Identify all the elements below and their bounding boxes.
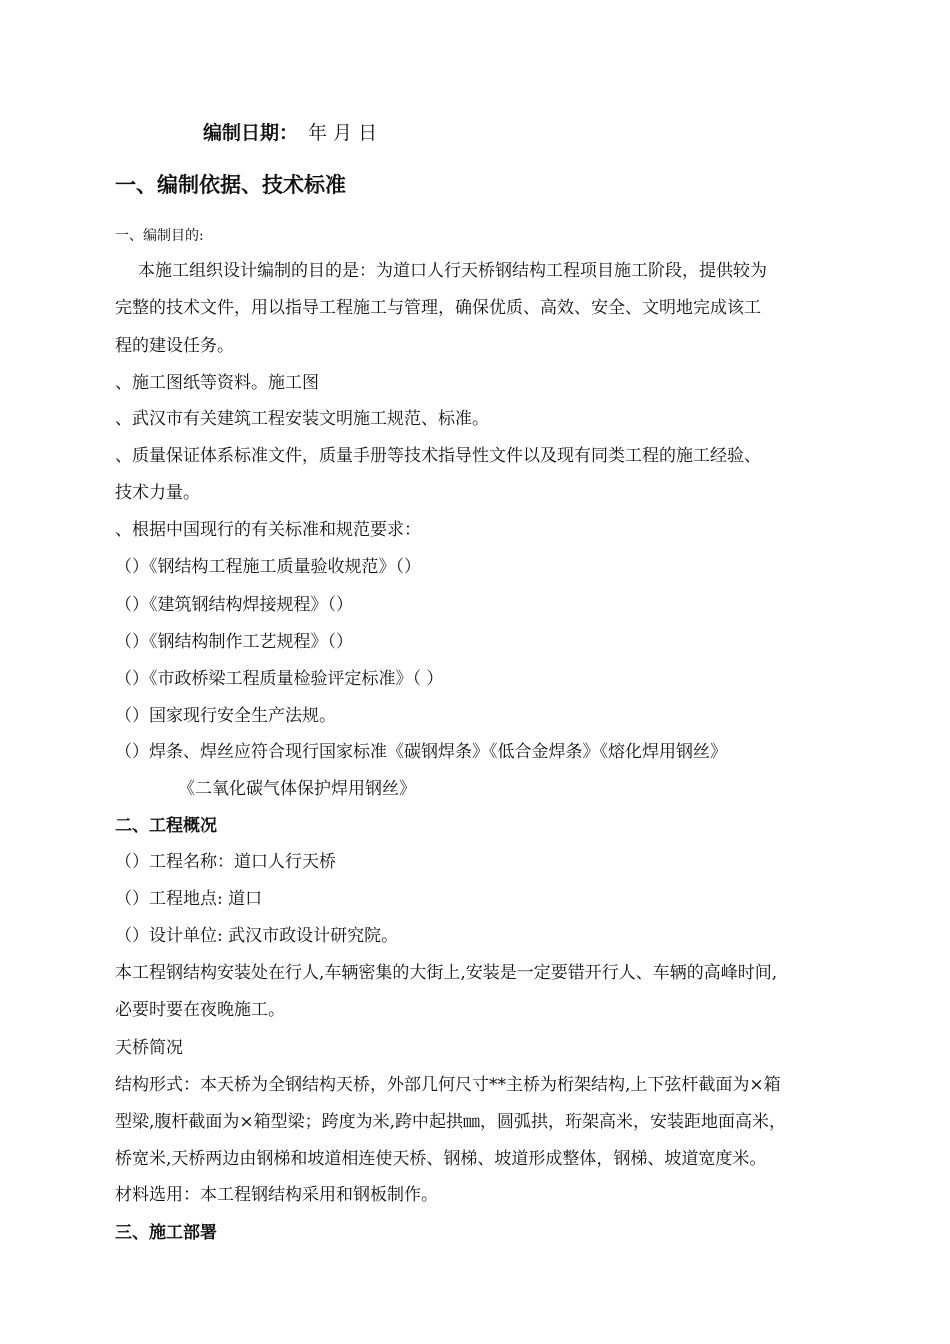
- purpose-subtitle: 一、编制目的:: [115, 228, 204, 244]
- overview-item: （）工程地点: 道口: [115, 889, 263, 909]
- section-3-title: 三、施工部署: [115, 1223, 217, 1243]
- section-2-title: 二、工程概况: [115, 816, 217, 836]
- standard-item: （）《市政桥梁工程质量检验评定标准》（ ）: [115, 669, 444, 689]
- standard-item: （）《钢结构工程施工质量验收规范》（）: [115, 557, 421, 577]
- section-1-title: 一、编制依据、技术标准: [115, 173, 346, 197]
- structure-line: 桥宽米,天桥两边由钢梯和坡道相连使天桥、钢梯、坡道形成整体，钢梯、坡道宽度米。: [115, 1149, 767, 1169]
- date-label: 编制日期：: [203, 122, 299, 144]
- overview-paragraph-line: 本工程钢结构安装处在行人,车辆密集的大街上,安装是一定要错开行人、车辆的高峰时间,: [115, 963, 778, 983]
- purpose-line: 程的建设任务。: [115, 336, 234, 356]
- structure-line: 型梁,腹杆截面为×箱型梁；跨度为米,跨中起拱㎜，圆弧拱，珩架高米，安装距地面高米，: [115, 1112, 787, 1132]
- overview-item: （）工程名称：道口人行天桥: [115, 852, 336, 872]
- standard-item-continuation: 《二氧化碳气体保护焊用钢丝》: [178, 779, 416, 799]
- standard-item: （）焊条、焊丝应符合现行国家标准《碳钢焊条》《低合金焊条》《熔化焊用钢丝》: [115, 742, 727, 762]
- purpose-line: 本施工组织设计编制的目的是：为道口人行天桥钢结构工程项目施工阶段，提供较为: [138, 261, 767, 281]
- bridge-summary-title: 天桥简况: [115, 1038, 183, 1058]
- basis-item: 、施工图纸等资料。施工图: [115, 373, 319, 393]
- standard-item: （）国家现行安全生产法规。: [115, 706, 336, 726]
- purpose-line: 完整的技术文件，用以指导工程施工与管理，确保优质、高效、安全、文明地完成该工: [115, 298, 761, 318]
- standard-item: （）《钢结构制作工艺规程》（）: [115, 632, 353, 652]
- date-value: 年 月 日: [308, 122, 378, 144]
- structure-line: 结构形式：本天桥为全钢结构天桥，外部几何尺寸**主桥为桁架结构,上下弦杆截面为×箱: [115, 1075, 781, 1095]
- overview-item: （）设计单位: 武汉市政设计研究院。: [115, 926, 399, 946]
- materials-line: 材料选用：本工程钢结构采用和钢板制作。: [115, 1185, 438, 1205]
- basis-item: 、质量保证体系标准文件，质量手册等技术指导性文件以及现有同类工程的施工经验、: [115, 446, 761, 466]
- basis-item: 、武汉市有关建筑工程安装文明施工规范、标准。: [115, 409, 489, 429]
- standard-item: （）《建筑钢结构焊接规程》（）: [115, 595, 353, 615]
- basis-item: 、根据中国现行的有关标准和规范要求：: [115, 520, 421, 540]
- basis-item: 技术力量。: [115, 483, 200, 503]
- overview-paragraph-line: 必要时要在夜晚施工。: [115, 1000, 285, 1020]
- compile-date: [203, 121, 377, 145]
